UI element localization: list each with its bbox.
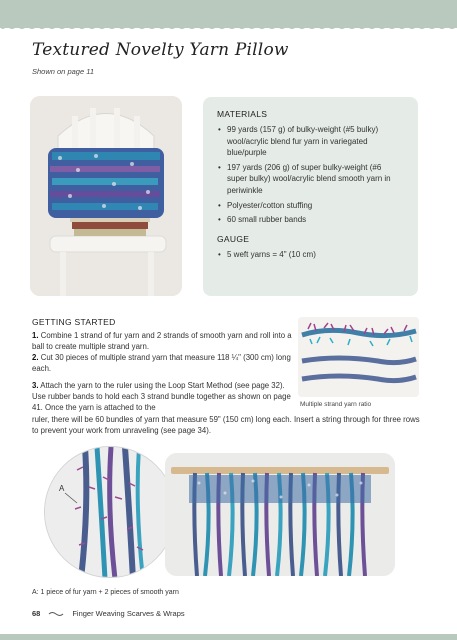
step-text: Attach the yarn to the ruler using the Loop Start Method (see page 32). Use rubber bands to hold each 3 strand bundle together as shown on page 41. Once the yarn is attached to the xyxy=(32,381,291,413)
multiple-strand-yarn-photo xyxy=(298,317,419,397)
step-2 xyxy=(32,352,294,374)
step-number: 3. xyxy=(32,381,39,390)
materials-box xyxy=(203,97,418,296)
page-footer xyxy=(32,609,185,618)
step-number: 1. xyxy=(32,331,39,340)
step-1 xyxy=(32,330,294,352)
book-title: Finger Weaving Scarves & Wraps xyxy=(72,609,185,618)
step-number: 2. xyxy=(32,353,39,362)
list-item: • 197 yards (206 g) of super bulky-weight (#6 super bulky) wool/acrylic blend smooth yarn in periwinkle xyxy=(217,162,402,197)
pillow-on-chair-photo xyxy=(30,96,182,296)
list-item: • Polyester/cotton stuffing xyxy=(217,200,402,212)
materials-list xyxy=(217,124,402,226)
list-item: • 60 small rubber bands xyxy=(217,214,402,226)
yarn-detail-circle-photo xyxy=(44,446,176,578)
list-item: • 5 weft yarns = 4" (10 cm) xyxy=(217,249,402,261)
getting-started-heading: GETTING STARTED xyxy=(32,317,116,327)
gauge-list xyxy=(217,249,402,261)
step-text: ruler, there will be 60 bundles of yarn that measure 59" (150 cm) long each. Insert a string through for three rows to prevent your work from unraveling (see page 34). xyxy=(32,415,420,436)
materials-heading: MATERIALS xyxy=(217,109,268,119)
wave-ornament-icon xyxy=(48,611,64,617)
step-3-continued xyxy=(32,414,424,436)
gauge-heading: GAUGE xyxy=(217,233,250,244)
step-text: Cut 30 pieces of multiple strand yarn that measure 118 ¼" (300 cm) long each. xyxy=(32,353,291,374)
bottom-decorative-band xyxy=(0,634,457,640)
page-number: 68 xyxy=(32,609,41,618)
list-item: • 99 yards (157 g) of bulky-weight (#5 bulky) wool/acrylic blend fur yarn in variegated blue/purple xyxy=(217,124,402,159)
label-a: A xyxy=(59,484,65,493)
yarn-photo-caption: Multiple strand yarn ratio xyxy=(300,401,372,408)
yarn-on-ruler-photo xyxy=(165,453,395,576)
top-decorative-band xyxy=(0,0,457,28)
step-3 xyxy=(32,380,294,413)
page-subtitle: Shown on page 11 xyxy=(32,67,94,76)
scalloped-edge-icon xyxy=(0,24,457,32)
step-text: Combine 1 strand of fur yarn and 2 strands of smooth yarn and roll into a ball to create multiple strand yarn. xyxy=(32,331,292,352)
page-title: Textured Novelty Yarn Pillow xyxy=(32,40,289,60)
photo-caption: A: 1 piece of fur yarn + 2 pieces of smooth yarn xyxy=(32,589,179,596)
